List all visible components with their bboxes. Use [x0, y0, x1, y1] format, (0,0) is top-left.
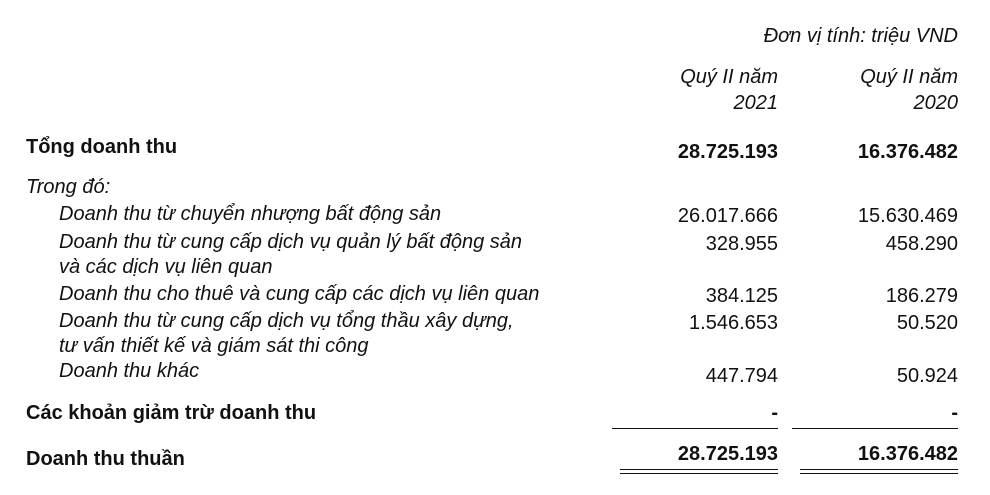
subtotal-rule-2021 — [612, 428, 778, 429]
net-revenue-2020: 16.376.482 — [857, 443, 958, 465]
item-other-2020: 50.924 — [896, 365, 958, 387]
deductions-label: Các khoản giảm trừ doanh thu — [26, 402, 317, 424]
item-construction-label-line2: tư vấn thiết kế và giám sát thi công — [59, 335, 369, 357]
item-construction-label-line1: Doanh thu từ cung cấp dịch vụ tổng thầu xây dựng, — [59, 310, 514, 332]
item-property-management-2021: 328.955 — [705, 233, 778, 255]
item-other-label: Doanh thu khác — [59, 360, 200, 382]
net-revenue-2021: 28.725.193 — [677, 443, 778, 465]
total-double-rule-bottom-2021 — [620, 473, 778, 474]
total-revenue-2021: 28.725.193 — [677, 141, 778, 163]
total-double-rule-bottom-2020 — [800, 473, 958, 474]
column-header-2020-line2: 2020 — [913, 92, 958, 114]
column-header-2021 — [680, 64, 778, 116]
item-property-management-label-line2: và các dịch vụ liên quan — [59, 256, 273, 278]
item-construction-2021: 1.546.653 — [689, 312, 778, 334]
column-header-2021-line2: 2021 — [733, 92, 778, 114]
item-leasing-2021: 384.125 — [705, 285, 778, 307]
item-other-2021: 447.794 — [705, 365, 778, 387]
item-construction-2020: 50.520 — [896, 312, 958, 334]
item-property-transfer-2020: 15.630.469 — [857, 205, 958, 227]
net-revenue-label: Doanh thu thuần — [26, 448, 185, 470]
total-double-rule-top-2020 — [800, 469, 958, 470]
subtotal-rule-2020 — [792, 428, 958, 429]
item-property-transfer-label: Doanh thu từ chuyển nhượng bất động sản — [59, 203, 442, 225]
total-revenue-2020: 16.376.482 — [857, 141, 958, 163]
breakdown-heading: Trong đó: — [26, 176, 111, 198]
column-header-2020-line1: Quý II năm — [860, 66, 958, 88]
column-header-2021-line1: Quý II năm — [680, 66, 778, 88]
item-property-management-2020: 458.290 — [885, 233, 958, 255]
total-double-rule-top-2021 — [620, 469, 778, 470]
item-leasing-2020: 186.279 — [885, 285, 958, 307]
deductions-2021: - — [771, 402, 778, 424]
deductions-2020: - — [951, 402, 958, 424]
total-revenue-label: Tổng doanh thu — [26, 136, 178, 158]
unit-note: Đơn vị tính: triệu VND — [763, 25, 958, 47]
item-leasing-label: Doanh thu cho thuê và cung cấp các dịch vụ liên quan — [59, 283, 540, 305]
column-header-2020 — [860, 64, 958, 116]
item-property-management-label-line1: Doanh thu từ cung cấp dịch vụ quản lý bất động sản — [59, 231, 522, 253]
item-property-transfer-2021: 26.017.666 — [677, 205, 778, 227]
